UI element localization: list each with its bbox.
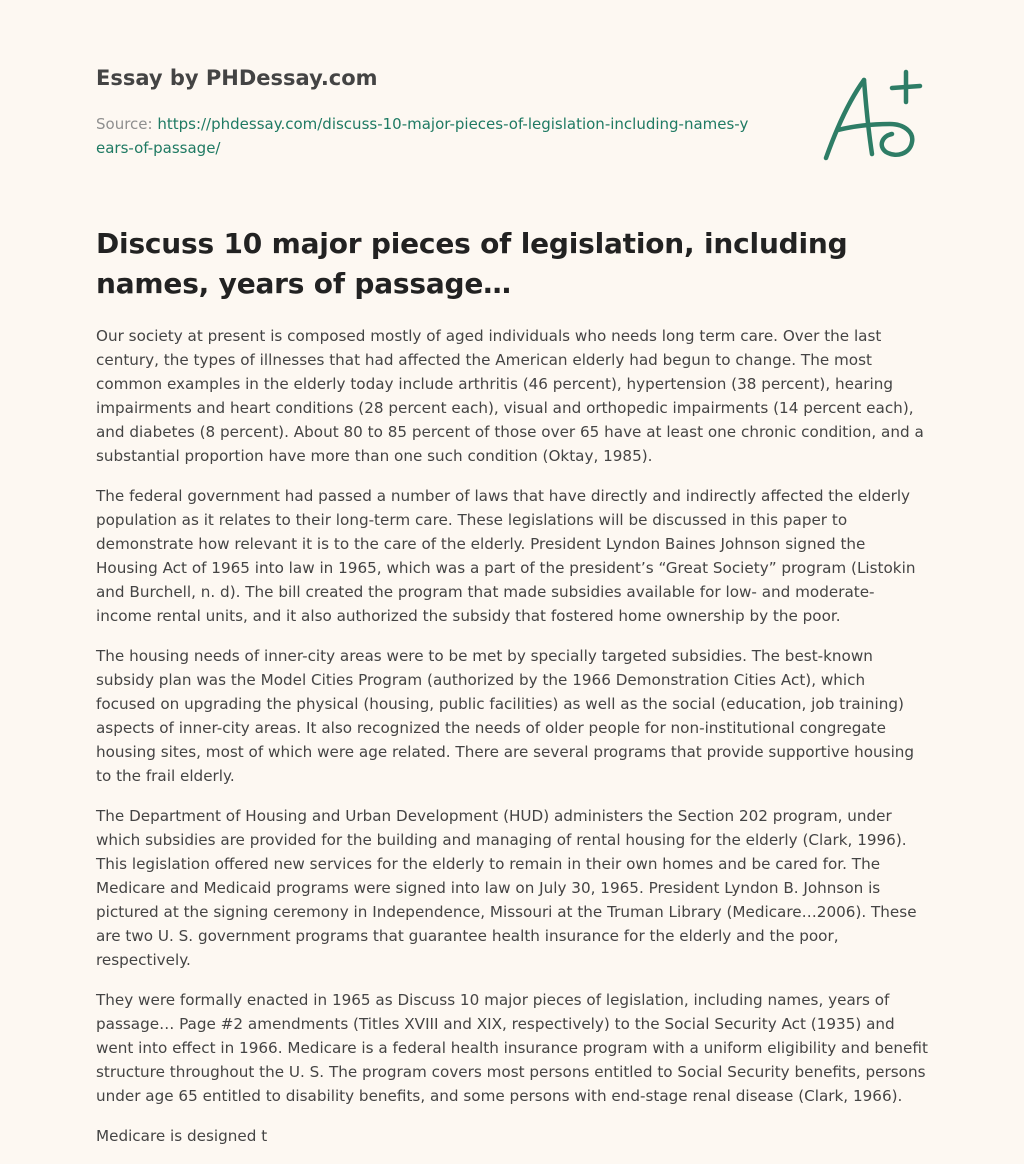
paragraph: Medicare is designed t xyxy=(96,1127,268,1145)
paragraph: Our society at present is composed mostly of aged individuals who needs long term care. Over the last century, the types of illnesses that had affected the American elderly had begun to change. The most common examples in the elderly today include arthritis (46 percent), hypertension (38 percent), hearing impairments and heart conditions (28 percent each), visual and orthopedic impairments (14 percent each), and diabetes (8 percent). About 80 to 85 percent of those over 65 have at least one chronic condition, and a substantial proportion have more than one such condition (Oktay, 1985). xyxy=(96,327,924,465)
source-link[interactable]: https://phdessay.com/discuss-10-major-pieces-of-legislation-including-names-years-of-passage/ xyxy=(96,115,749,157)
source-line xyxy=(96,112,756,160)
paragraph: The federal government had passed a number of laws that have directly and indirectly affected the elderly population as it relates to their long-term care. These legislations will be discussed in this paper to demonstrate how relevant it is to the care of the elderly. President Lyndon Baines Johnson signed the Housing Act of 1965 into law in 1965, which was a part of the president’s “Great Society” program (Listokin and Burchell, n. d). The bill created the program that made subsidies available for low- and moderate-income rental units, and it also authorized the subsidy that fostered home ownership by the poor. xyxy=(96,487,916,625)
source-label: Source: xyxy=(96,115,158,133)
paragraph: They were formally enacted in 1965 as Discuss 10 major pieces of legislation, including names, years of passage… Page #2 amendments (Titles XVIII and XIX, respectively) to the Social Security Act (1935) and went into effect in 1966. Medicare is a federal health insurance program with a uniform eligibility and benefit structure throughout the U. S. The program covers most persons entitled to Social Security benefits, persons under age 65 entitled to disability benefits, and some persons with end-stage renal disease (Clark, 1966). xyxy=(96,991,928,1105)
a-plus-logo-icon xyxy=(820,66,924,166)
essay-body xyxy=(96,324,928,1164)
paragraph: The housing needs of inner-city areas were to be met by specially targeted subsidies. The best-known subsidy plan was the Model Cities Program (authorized by the 1966 Demonstration Cities Act), which focused on upgrading the physical (housing, public facilities) as well as the social (education, job training) aspects of inner-city areas. It also recognized the needs of older people for non-institutional congregate housing sites, most of which were age related. There are several programs that provide supportive housing to the frail elderly. xyxy=(96,647,915,785)
paragraph: The Department of Housing and Urban Development (HUD) administers the Section 202 program, under which subsidies are provided for the building and managing of rental housing for the elderly (Clark, 1996). This legislation offered new services for the elderly to remain in their own homes and be cared for. The Medicare and Medicaid programs were signed into law on July 30, 1965. President Lyndon B. Johnson is pictured at the signing ceremony in Independence, Missouri at the Truman Library (Medicare…2006). These are two U. S. government programs that guarantee health insurance for the elderly and the poor, respectively. xyxy=(96,807,917,969)
site-title: Essay by PHDessay.com xyxy=(96,66,378,90)
essay-title: Discuss 10 major pieces of legislation, including names, years of passage… xyxy=(96,227,848,300)
